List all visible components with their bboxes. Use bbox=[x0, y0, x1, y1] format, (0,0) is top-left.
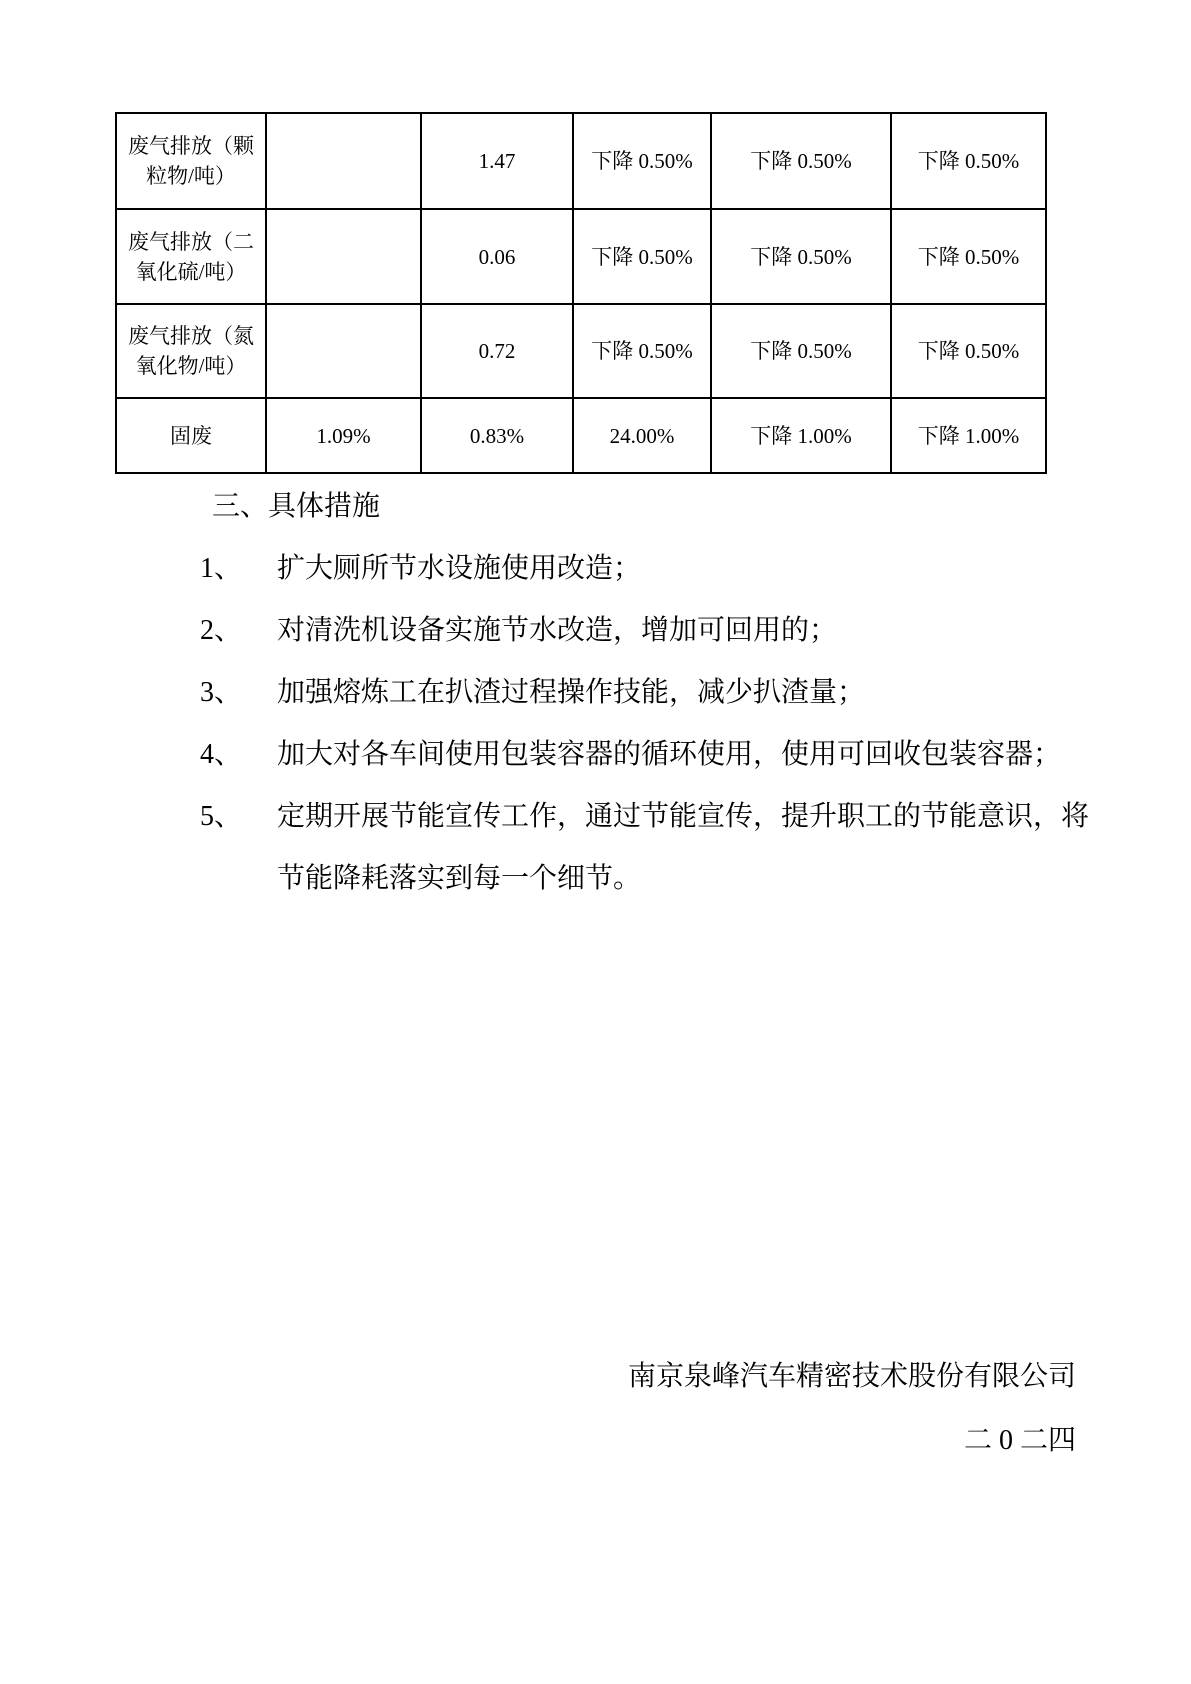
table-cell: 废气排放（氮氧化物/吨） bbox=[116, 304, 266, 398]
list-item bbox=[115, 538, 1105, 600]
signature-block bbox=[628, 1345, 1076, 1473]
table-cell: 0.06 bbox=[421, 209, 573, 304]
item-number: 5、 bbox=[200, 801, 243, 832]
table-cell: 下降 0.50% bbox=[891, 113, 1046, 209]
table-cell: 下降 0.50% bbox=[891, 304, 1046, 398]
list-item bbox=[115, 724, 1105, 786]
table-cell: 废气排放（颗粒物/吨） bbox=[116, 113, 266, 209]
table-cell bbox=[266, 304, 421, 398]
table-cell: 下降 0.50% bbox=[573, 113, 711, 209]
emissions-table bbox=[115, 112, 1047, 474]
table-row bbox=[116, 209, 1046, 304]
table-cell: 固废 bbox=[116, 398, 266, 473]
item-number: 3、 bbox=[200, 677, 243, 708]
list-item bbox=[115, 600, 1105, 662]
date-line: 二 0 二四 bbox=[963, 1425, 1076, 1456]
item-number: 2、 bbox=[200, 615, 243, 646]
table-cell: 24.00% bbox=[573, 398, 711, 473]
item-text: 加大对各车间使用包装容器的循环使用，使用可回收包装容器； bbox=[277, 739, 1062, 770]
table-cell bbox=[266, 113, 421, 209]
table-cell: 下降 0.50% bbox=[711, 209, 891, 304]
table-cell: 下降 0.50% bbox=[711, 304, 891, 398]
company-name: 南京泉峰汽车精密技术股份有限公司 bbox=[627, 1361, 1076, 1392]
table-row bbox=[116, 398, 1046, 473]
table-cell: 下降 0.50% bbox=[573, 209, 711, 304]
list-item bbox=[115, 662, 1105, 724]
table-cell: 下降 0.50% bbox=[891, 209, 1046, 304]
table-cell: 0.72 bbox=[421, 304, 573, 398]
item-number: 4、 bbox=[200, 739, 243, 770]
item-text: 定期开展节能宣传工作，通过节能宣传，提升职工的节能意识，将节能降耗落实到每一个细节。 bbox=[277, 801, 1090, 894]
table-cell bbox=[266, 209, 421, 304]
measures-section bbox=[115, 476, 1105, 910]
table-cell: 废气排放（二氧化硫/吨） bbox=[116, 209, 266, 304]
table-cell: 1.09% bbox=[266, 398, 421, 473]
table-cell: 下降 1.00% bbox=[711, 398, 891, 473]
item-text: 扩大厕所节水设施使用改造； bbox=[277, 553, 642, 584]
item-text: 加强熔炼工在扒渣过程操作技能，减少扒渣量； bbox=[277, 677, 866, 708]
table-row bbox=[116, 304, 1046, 398]
table-row bbox=[116, 113, 1046, 209]
list-item bbox=[115, 786, 1105, 910]
item-number: 1、 bbox=[200, 553, 243, 584]
table-cell: 下降 0.50% bbox=[711, 113, 891, 209]
item-text: 对清洗机设备实施节水改造，增加可回用的； bbox=[277, 615, 838, 646]
table-cell: 下降 0.50% bbox=[573, 304, 711, 398]
section-heading: 三、具体措施 bbox=[212, 491, 381, 522]
table-cell: 0.83% bbox=[421, 398, 573, 473]
table-cell: 1.47 bbox=[421, 113, 573, 209]
table-cell: 下降 1.00% bbox=[891, 398, 1046, 473]
